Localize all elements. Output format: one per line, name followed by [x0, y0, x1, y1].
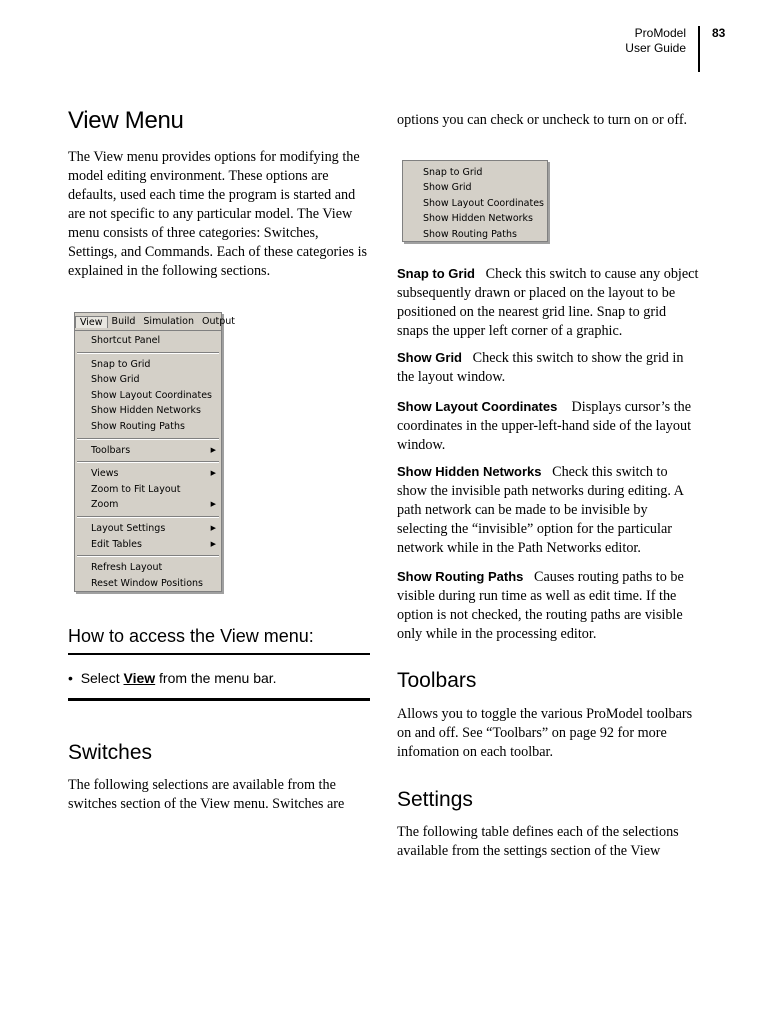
- definition-show-layout-coordinates: [397, 397, 699, 455]
- definition-text: Causes routing paths to be visible during run time as well as edit time. If the option is not checked, the routing paths are visible only while in the processing editor.: [397, 569, 684, 642]
- definition-term: Snap to Grid: [397, 266, 475, 281]
- menu-item-label: Views: [91, 468, 119, 480]
- menu-item-shortcut-panel: Shortcut Panel: [91, 335, 161, 346]
- definition-term: Show Hidden Networks: [397, 464, 542, 479]
- view-menu-list: [75, 331, 221, 593]
- submenu-arrow-icon: ▶: [210, 500, 216, 509]
- menu-item-label: Zoom: [91, 499, 119, 511]
- page-number: 83: [712, 26, 726, 40]
- menu-item-show-hidden-networks: Show Hidden Networks: [91, 405, 201, 417]
- menu-item-refresh-layout: Refresh Layout: [91, 562, 163, 574]
- how-to-top-rule: [68, 653, 370, 655]
- definition-text: Displays cursor’s the coordinates in the upper-left-hand side of the layout window.: [397, 399, 692, 453]
- menu-item-label: Layout Settings: [91, 522, 166, 534]
- header-guide: User Guide: [625, 41, 686, 55]
- menu-item-zoom: [75, 497, 221, 513]
- menu-separator: [77, 461, 219, 463]
- toolbars-paragraph: Allows you to toggle the various ProModel toolbars on and off. See “Toolbars” on page 92 for more infomation on each toolbar.: [397, 706, 693, 760]
- switch-item-snap-to-grid: Snap to Grid: [423, 167, 483, 178]
- switch-item-show-layout-coordinates: Show Layout Coordinates: [423, 197, 544, 209]
- menu-item-show-routing-paths: Show Routing Paths: [91, 420, 185, 432]
- menu-bar-build: Build: [111, 316, 136, 327]
- intro-paragraph: The View menu provides options for modifying the model editing environment. These options are defaults, used each time the program is started and are not specific to any particular model. The View menu consists of three categories: Switches, Settings, and Commands. Each of these categories is explained in the following sections.: [68, 149, 368, 279]
- switch-item-show-hidden-networks: Show Hidden Networks: [423, 213, 533, 225]
- bullet-suffix: from the menu bar.: [155, 670, 277, 686]
- menu-item-zoom-to-fit-layout: Zoom to Fit Layout: [91, 483, 181, 495]
- menu-item-layout-settings: [75, 521, 221, 537]
- header-divider: [698, 26, 700, 72]
- definition-show-grid: [397, 348, 699, 387]
- bullet-view-keyword: View: [123, 670, 156, 686]
- definition-term: Show Layout Coordinates: [397, 399, 558, 414]
- bullet-prefix: Select: [80, 670, 124, 686]
- submenu-arrow-icon: ▶: [210, 539, 216, 548]
- header-product: ProModel: [634, 26, 686, 40]
- view-menu-screenshot: [74, 312, 236, 592]
- switch-item-show-routing-paths: Show Routing Paths: [423, 228, 517, 240]
- definition-text: Check this switch to show the invisible path networks during editing. A path network can be made to be invisible by selecting the “invisible” option for the particular network while in the Path Networks editor.: [397, 464, 684, 556]
- switches-menu-screenshot: [402, 160, 548, 242]
- menu-item-show-layout-coordinates: Show Layout Coordinates: [91, 389, 212, 401]
- menu-item-edit-tables: [75, 537, 221, 553]
- menu-item-label: Edit Tables: [91, 538, 142, 550]
- menu-bar-view: View: [75, 316, 108, 328]
- definition-term: Show Routing Paths: [397, 569, 524, 584]
- how-to-heading: How to access the View menu:: [68, 626, 314, 646]
- menu-bar-output: Output: [202, 316, 236, 327]
- bullet-icon: •: [68, 670, 81, 686]
- running-header: [625, 26, 686, 56]
- switches-heading: Switches: [68, 741, 153, 764]
- menu-item-reset-window-positions: Reset Window Positions: [91, 577, 203, 589]
- settings-paragraph: The following table defines each of the selections available from the settings section of the View: [397, 824, 679, 859]
- menu-separator: [77, 516, 219, 518]
- definition-text: Check this switch to show the grid in the layout window.: [397, 350, 684, 385]
- definition-term: Show Grid: [397, 350, 462, 365]
- submenu-arrow-icon: ▶: [210, 469, 216, 478]
- menu-separator: [77, 352, 219, 354]
- how-to-bottom-rule: [68, 698, 370, 701]
- submenu-arrow-icon: ▶: [210, 445, 216, 454]
- page-title: View Menu: [68, 107, 184, 134]
- menu-bar: [75, 313, 236, 331]
- menu-item-snap-to-grid: Snap to Grid: [91, 358, 151, 370]
- menu-bar-simulation: Simulation: [143, 316, 195, 327]
- menu-item-label: Toolbars: [91, 444, 131, 456]
- how-to-bullet: [68, 670, 277, 686]
- toolbars-heading: Toolbars: [397, 669, 477, 692]
- switches-paragraph-end: options you can check or uncheck to turn on or off.: [397, 112, 688, 128]
- definition-snap-to-grid: [397, 264, 699, 341]
- menu-separator: [77, 438, 219, 440]
- menu-item-toolbars: [75, 443, 221, 459]
- definition-show-hidden-networks: [397, 462, 699, 558]
- switch-item-show-grid: Show Grid: [423, 182, 472, 194]
- definition-text: Check this switch to cause any object subsequently drawn or placed on the layout to be positioned on the nearest grid line. Snap to grid snaps the upper left corner of a graphic.: [397, 266, 699, 339]
- menu-separator: [77, 555, 219, 557]
- switches-paragraph-start: The following selections are available from the switches section of the View menu. Switches are: [68, 777, 345, 812]
- definition-show-routing-paths: [397, 567, 699, 644]
- menu-item-views: [75, 466, 221, 482]
- menu-item-show-grid: Show Grid: [91, 374, 140, 386]
- submenu-arrow-icon: ▶: [210, 523, 216, 532]
- settings-heading: Settings: [397, 788, 473, 811]
